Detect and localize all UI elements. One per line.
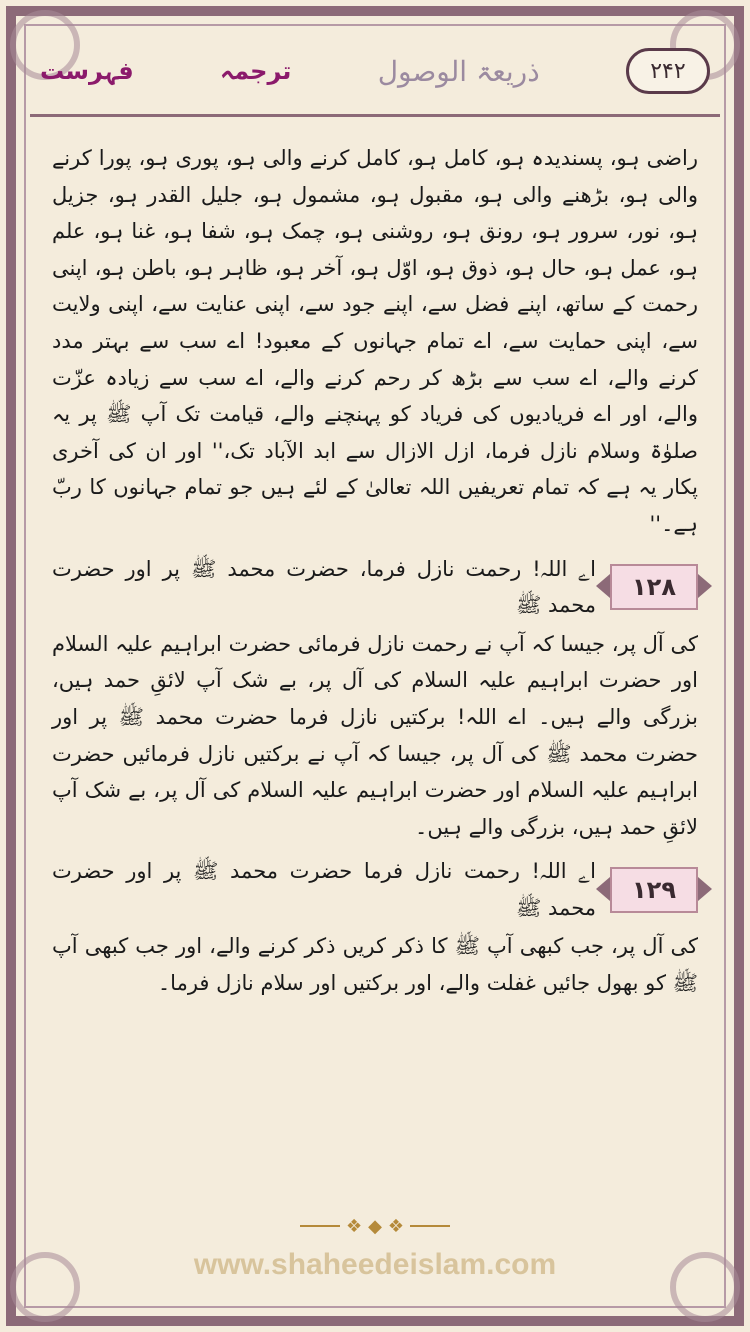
- paragraph: کی آل پر، جب کبھی آپ ﷺ کا ذکر کریں ذکر کرنے والے، اور جب کبھی آپ ﷺ کو بھول جائیں غفلت والے، اور برکتیں اور سلام نازل فرما۔: [52, 934, 698, 996]
- section-first-line: اے اللہ! رحمت نازل فرما حضرت محمد ﷺ پر اور حضرت محمد ﷺ: [52, 859, 596, 920]
- paragraph: راضی ہو، پسندیدہ ہو، کامل ہو، کامل کرنے والی ہو، پوری ہو، پورا کرنے والی ہو، بڑھنے والی ہو، مقبول ہو، مشمول ہو، جلیل القدر ہو، جزیل ہو، نور، سرور ہو، رونق ہو، روشنی ہو، چمک ہو، شفا ہو، غنا ہو، علم ہو، عمل ہو، حال ہو، ذوق ہو، اوّل ہو، آخر ہو، ظاہر ہو، باطن ہو، اپنی رحمت کے ساتھ، اپنے فضل سے، اپنے جود سے، اپنی عنایت سے، اپنی ولایت سے، اپنی حمایت سے، اے تمام جہانوں کے معبود! اے سب سے بہتر مدد کرنے والے، اے سب سے بڑھ کر رحم کرنے والے، اے سب سے زیادہ عزّت والے، اور اے فریادیوں کی فریاد کو پہنچنے والے، قیامت تک آپ ﷺ پر یہ صلوٰۃ وسلام نازل فرما، ازل الازال سے ابد الآباد تک،'' اور ان کی آخری پکار یہ ہے کہ تمام تعریفیں اللہ تعالیٰ کے لئے ہیں جو تمام جہانوں کا ربّ ہے۔'': [52, 146, 698, 536]
- header: [40, 34, 710, 108]
- book-title: ذریعۃ الوصول: [377, 54, 540, 88]
- section-129-heading: [52, 853, 698, 926]
- header-divider: [30, 114, 720, 117]
- section-first-line: اے اللہ! رحمت نازل فرما، حضرت محمد ﷺ پر اور حضرت محمد ﷺ: [52, 556, 596, 618]
- paragraph: کی آل پر، جیسا کہ آپ نے رحمت نازل فرمائی حضرت ابراہیم علیہ السلام اور حضرت ابراہیم علیہ السلام کی آل پر، بے شک آپ لائقِ حمد ہیں، بزرگی والے ہیں۔ اے اللہ! برکتیں نازل فرما حضرت محمد ﷺ پر اور حضرت محمد ﷺ کی آل پر، جیسا کہ آپ نے برکتیں نازل فرمائیں حضرت ابراہیم علیہ السلام اور حضرت ابراہیم علیہ السلام کی آل پر، بے شک آپ لائقِ حمد ہیں، بزرگی والے ہیں۔: [52, 631, 698, 839]
- website-link[interactable]: www.shaheedeislam.com: [193, 1248, 557, 1281]
- index-link[interactable]: فہرست: [40, 57, 134, 85]
- page-number: ۲۴۲: [626, 48, 710, 94]
- translation-link[interactable]: ترجمہ: [220, 57, 292, 85]
- divider-ornament-icon: ❖ ◆ ❖: [300, 1214, 450, 1238]
- section-128-heading: [52, 551, 698, 624]
- section-number-badge: ۱۲۹: [610, 867, 698, 913]
- section-number-badge: ۱۲۸: [610, 564, 698, 610]
- main-text: [52, 140, 698, 1010]
